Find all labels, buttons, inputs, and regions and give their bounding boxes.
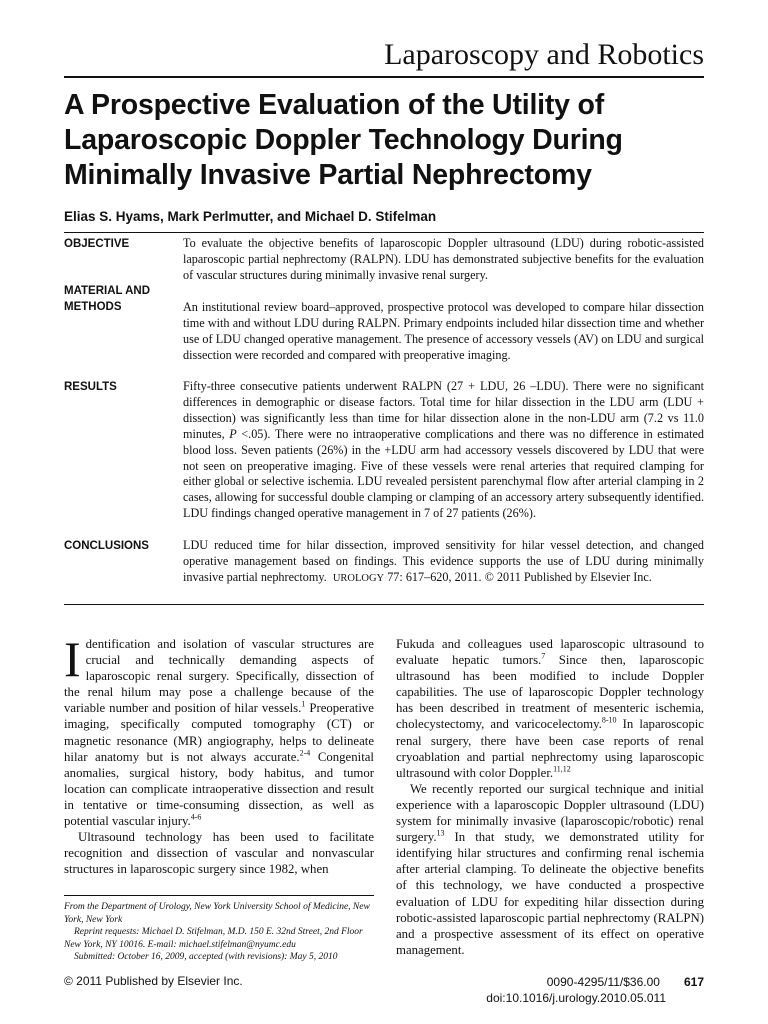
methods-text: An institutional review board–approved, prospective protocol was developed to compare hilar dissection time with and without LDU during RALPN. Primary endpoints included hilar dissection time and whether use of LDU changed operative management. The presence of accessory vessels (AV) on LDU and surgical dissection were recorded and compared with preoperative imaging. <box>183 300 704 362</box>
p1-text-a: dentification and isolation of vascular structures are crucial and technically demanding aspects of laparoscopic renal surgery. Specifically, dissection of the renal hilum may pose a challenge because of the variable number and position of hilar vessels. <box>64 637 374 716</box>
p3-text-a: Fukuda and colleagues used laparoscopic ultrasound to evaluate hepatic tumors. <box>396 637 704 668</box>
ref-2-4: 2-4 <box>299 748 311 758</box>
doi: doi:10.1016/j.urology.2010.05.011 <box>486 991 666 1005</box>
header-rule <box>64 76 704 78</box>
methods-label-line1: MATERIAL AND <box>64 285 151 297</box>
p4-text-a: We recently reported our surgical technique and initial experience with a laparoscopic Doppler ultrasound (LDU) system for minimally invasive (laparoscopic/robotic) renal surgery. <box>396 781 704 845</box>
p-value-symbol: P <box>229 426 237 441</box>
page-number: 617 <box>683 975 704 989</box>
results-part2: <.05). There were no intraoperative complications and there was no difference in estimated blood loss. Seven patients (26%) in the +LDU arm had accessory vessels discovered by LDU that were not seen on preoperative imaging. Five of these vessels were renal arteries that required clamping for either global or selective ischemia. LDU revealed persistent parenchymal flow after arterial clamping in 2 cases, allowing for successful double clamping or clamping of an accessory artery subsequently identified. LDU findings changed operative management in 7 of 27 patients (26%). <box>183 426 705 521</box>
objective-text: To evaluate the objective benefits of laparoscopic Doppler ultrasound (LDU) during robotic-assisted laparoscopic partial nephrectomy (RALPN). LDU has demonstrated subjective benefits for the evaluation of vascular structures during minimally invasive renal surgery. <box>183 236 704 282</box>
body-paragraph-1 <box>64 631 374 829</box>
citation-journal: UROLOGY <box>332 572 385 584</box>
ref-4-6: 4-6 <box>190 812 202 822</box>
p3-text-c: In laparoscopic renal surgery, there have been case reports of renal cryoablation and partial nephrectomy using laparoscopic ultrasound with color Doppler. <box>396 717 704 780</box>
conclusions-text <box>183 538 704 587</box>
footnote-rule <box>64 895 374 896</box>
article-title: A Prospective Evaluation of the Utility of Laparoscopic Doppler Technology During Minimally Invasive Partial Nephrectomy <box>64 89 623 191</box>
p1-text-c: Congenital anomalies, surgical history, body habitus, and tumor location can complicate intraoperative dissection and result in tentative or time-consuming dissection, as well as potential vascular injury. <box>64 749 374 829</box>
body-paragraph-2: Ultrasound technology has been used to facilitate recognition and dissection of vascular and nonvascular structures in laparoscopic surgery since 1982, when <box>64 830 374 877</box>
footnotes <box>64 901 374 964</box>
abstract-bottom-rule <box>64 604 704 605</box>
body-paragraph-4 <box>396 781 704 958</box>
affiliation-note: From the Department of Urology, New York University School of Medicine, New York, New York <box>64 902 370 925</box>
submission-dates: Submitted: October 16, 2009, accepted (with revisions): May 5, 2010 <box>74 952 338 963</box>
conclusions-label: CONCLUSIONS <box>64 540 149 552</box>
abstract-top-rule <box>64 232 704 233</box>
p4-text-b: In that study, we demonstrated utility for identifying hilar structures and confirming renal ischemia after arterial clamping. To delineate the objective benefits of this technology, we have conducted a prospective evaluation of LDU for expediting hilar dissection during robotic-assisted laparoscopic partial nephrectomy (RALPN) and a prospective assessment of its effect on operative management. <box>396 830 704 957</box>
body-column-left <box>64 631 374 877</box>
p1-text-b: Preoperative imaging, specifically computed tomography (CT) or magnetic resonance (MR) angiography, helps to delineate hilar anatomy but is not always accurate. <box>64 701 374 764</box>
ref-7: 7 <box>541 651 546 661</box>
results-part1: Fifty-three consecutive patients underwent RALPN (27 + LDU, 26 –LDU). There were no significant differences in demographic or disease factors. Total time for hilar dissection in the LDU arm (LDU + dissection) was significantly less than time for hilar dissection alone in the non-LDU arm (7.2 vs 11.0 minutes, <box>183 379 704 441</box>
p3-text-b: Since then, laparoscopic ultrasound has been modified to include Doppler capabilities. The use of laparoscopic Doppler technology has been described in treatment of mesenteric ischemia, cholecystectomy, and varicocelectomy. <box>396 653 704 732</box>
citation-details: 77: 617–620, 2011. © 2011 Published by Elsevier Inc. <box>384 569 652 584</box>
ref-8-10: 8-10 <box>601 716 617 726</box>
results-label: RESULTS <box>64 381 117 393</box>
issn-price: 0090-4295/11/$36.00 <box>546 975 660 989</box>
conclusions-body: LDU reduced time for hilar dissection, improved sensitivity for hilar vessel detection, and changed operative management based on findings. This evidence supports the use of LDU during minimally invasive partial nephrectomy. <box>183 538 704 584</box>
footer-copyright: © 2011 Published by Elsevier Inc. <box>64 974 243 988</box>
drop-cap: I <box>64 631 81 687</box>
footer-meta <box>486 974 704 1006</box>
objective-label: OBJECTIVE <box>64 238 130 250</box>
author-list: Elias S. Hyams, Mark Perlmutter, and Michael D. Stifelman <box>64 209 437 224</box>
ref-11-12: 11,12 <box>553 764 571 774</box>
reprint-note: Reprint requests: Michael D. Stifelman, M.D. 150 E. 32nd Street, 2nd Floor New York, NY 10016. E-mail: michael.stifelman@nyumc.edu <box>64 927 363 950</box>
body-column-right <box>396 636 704 958</box>
methods-label <box>64 283 174 315</box>
journal-section-heading: Laparoscopy and Robotics <box>384 38 704 71</box>
results-text <box>183 379 704 522</box>
ref-13: 13 <box>436 828 445 838</box>
ref-1: 1 <box>301 700 306 710</box>
body-paragraph-3 <box>396 636 704 781</box>
methods-label-line2: METHODS <box>64 301 122 313</box>
